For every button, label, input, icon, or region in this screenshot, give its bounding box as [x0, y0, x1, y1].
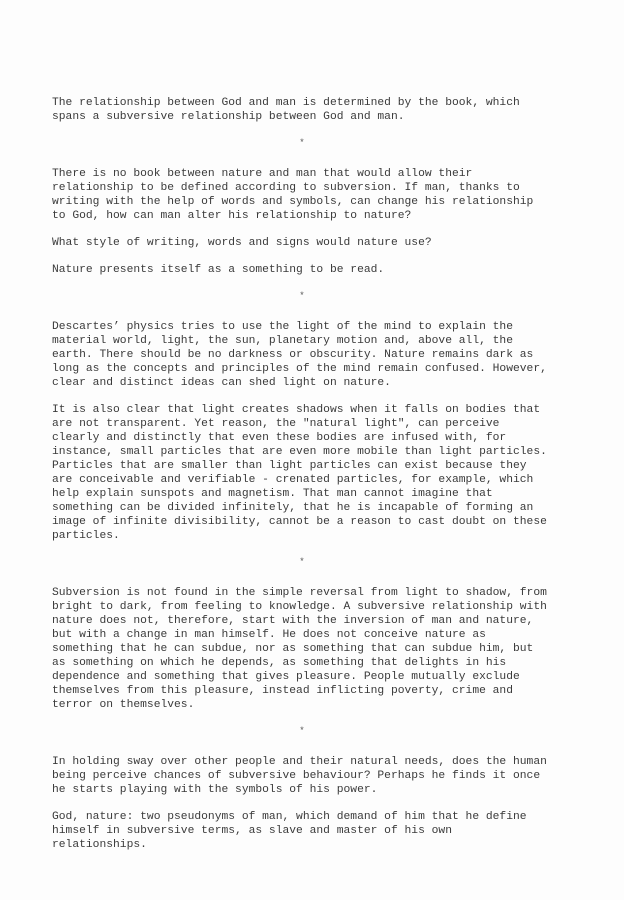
paragraph: It is also clear that light creates shadows when it falls on bodies that are not transparent. Yet reason, the "natural light", can perceive clearly and distinctly that even these bodies are infused with, for instance, small particles that are even more mobile than light particles. Particles that are smaller than light particles can exist because they are conceivable and verifiable - crenated particles, for example, which help explain sunspots and magnetism. That man cannot imagine that something can be divided infinitely, that he is incapable of forming an image of infinite divisibility, cannot be a reason to cast doubt on these particles. — [52, 404, 547, 542]
paragraph: Nature presents itself as a something to be read. — [52, 264, 385, 276]
paragraph: Descartes’ physics tries to use the light of the mind to explain the material world, light, the sun, planetary motion and, above all, the earth. There should be no darkness or obscurity. Nature remains dark as long as the concepts and principles of the mind remain confused. However, clear and distinct ideas can shed light on nature. — [52, 321, 547, 389]
paragraph: Subversion is not found in the simple reversal from light to shadow, from bright to dark, from feeling to knowledge. A subversive relationship with nature does not, therefore, start with the inversion of man and nature, but with a change in man himself. He does not conceive nature as something that he can subdue, nor as something that can subdue him, but as something on which he depends, as something that delights in his dependence and something that gives pleasure. People mutually exclude themselves from this pleasure, instead inflicting poverty, crime and terror on themselves. — [52, 587, 547, 711]
paragraph: There is no book between nature and man that would allow their relationship to be defined according to subversion. If man, thanks to writing with the help of words and symbols, can change his relationship to God, how can man alter his relationship to nature? — [52, 168, 534, 222]
section-separator: * — [299, 726, 305, 736]
section-separator: * — [299, 291, 305, 301]
body-text — [52, 96, 552, 865]
section-separator: * — [299, 557, 305, 567]
paragraph: The relationship between God and man is determined by the book, which spans a subversive relationship between God and man. — [52, 97, 520, 123]
paragraph: God, nature: two pseudonyms of man, which demand of him that he define himself in subversive terms, as slave and master of his own relationships. — [52, 811, 527, 851]
paragraph: What style of writing, words and signs would nature use? — [52, 237, 432, 249]
paragraph: In holding sway over other people and their natural needs, does the human being perceive chances of subversive behaviour? Perhaps he finds it once he starts playing with the symbols of his power. — [52, 756, 547, 796]
section-separator: * — [299, 138, 305, 148]
